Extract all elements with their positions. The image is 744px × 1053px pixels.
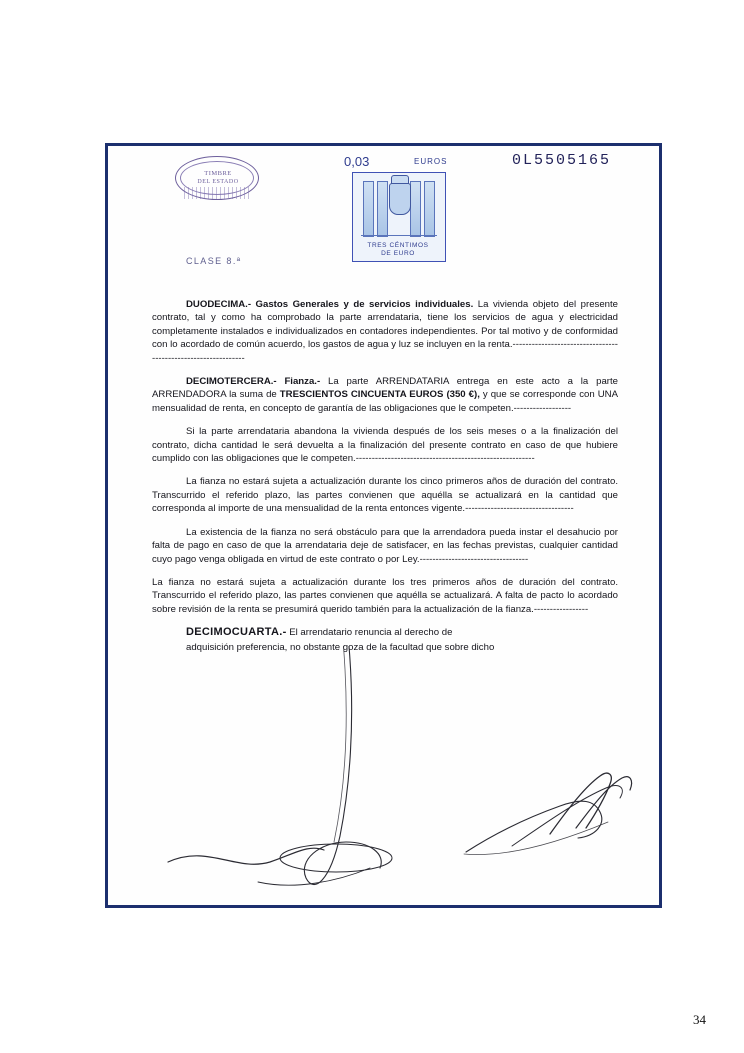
paragraph-actualizacion-primera: La fianza no estará sujeta a actualización durante los cinco primeros años de duración del contrato. Transcurrido el referido plazo, las partes convienen que aquélla se actualizará en la cantidad que corresponda al importe de una mensualidad de la renta entonces vigente.---------------------------------- <box>152 476 618 515</box>
clause-decimocuarta <box>152 626 618 654</box>
clause-duodecima <box>152 298 618 365</box>
clause-decimocuarta-heading: DECIMOCUARTA.- <box>186 626 287 639</box>
handwritten-signatures <box>108 646 659 906</box>
clause-duodecima-heading: DUODECIMA.- Gastos Generales y de servicios individuales. <box>186 299 474 310</box>
stamp-serial-number: 0L5505165 <box>512 152 612 169</box>
fianza-amount: TRESCIENTOS CINCUENTA EUROS (350 €), <box>279 389 480 401</box>
scanned-page <box>105 143 662 908</box>
stamp-caption-line-1: TRES CÉNTIMOS <box>367 242 429 249</box>
paragraph-desahucio: La existencia de la fianza no será obstáculo para que la arrendadora pueda instar el desahucio por falta de pago en caso de que la arrendataria deje de satisfacer, en las fechas previstas, cualquier cantidad cuyo pago venga obligada en virtud de este contrato o por Ley.---------------------------------- <box>152 526 618 565</box>
page-number: 34 <box>693 1012 706 1027</box>
clause-duodecima-text: La vivienda objeto del presente contrato, tal y como ha comprobado la parte arrendataria, tiene los servicios de agua y electricidad completamente instalados e individualizados en contadores independientes. Por tal motivo y de conformidad con lo acordado de común acuerdo, los gastos de agua y luz se incluyen en la renta.-------------------------------------------------------------- <box>152 299 618 364</box>
stamp-caption-line-2: DE EURO <box>381 250 415 257</box>
seal-line-2: DEL ESTADO <box>197 179 239 185</box>
clause-decimocuarta-line-2: adquisición preferencia, no obstante goza de la facultad que sobre dicho <box>186 641 495 653</box>
document-body <box>152 298 618 664</box>
clause-decimocuarta-line-1: El arrendatario renuncia al derecho de <box>286 627 453 639</box>
paragraph-devolucion: Si la parte arrendataria abandona la vivienda después de los seis meses o a la finalización del contrato, dicha cantidad le será devuelta a la finalización del presente contrato en caso de que hubiere cumplido con las obligaciones que le competen.-------------------------------------------------------- <box>152 426 618 465</box>
clause-decimotercera <box>152 375 618 415</box>
stamp-value: 0,03 <box>344 154 370 169</box>
seal-line-1: TIMBRE <box>204 170 232 177</box>
clause-decimotercera-heading: DECIMOTERCERA.- Fianza.- <box>186 376 321 388</box>
stamp-currency: EUROS <box>414 157 448 166</box>
seal-hatching <box>184 187 252 199</box>
clause-decimotercera-text-before: La parte ARRENDATARIA entrega en este acto a la parte ARRENDADORA la suma de <box>152 376 618 401</box>
clase-label: CLASE 8.ª <box>186 256 242 266</box>
fiscal-stamp-graphic <box>336 152 460 278</box>
timbre-del-estado-seal-icon <box>175 156 259 200</box>
stamp-header-row <box>108 146 659 276</box>
paragraph-actualizacion-segunda: La fianza no estará sujeta a actualización durante los tres primeros años de duración del contrato. Transcurrido el referido plazo, las partes convienen que aquélla se actualizará. A falta de pacto lo acordado sobre revisión de la renta se presumirá querido también para la actualización de la fianza.----------------- <box>152 576 618 615</box>
clause-decimotercera-text-after: y que se corresponde con UNA mensualidad de renta, en concepto de garantía de las obligaciones que le competen.------------------ <box>152 389 618 414</box>
